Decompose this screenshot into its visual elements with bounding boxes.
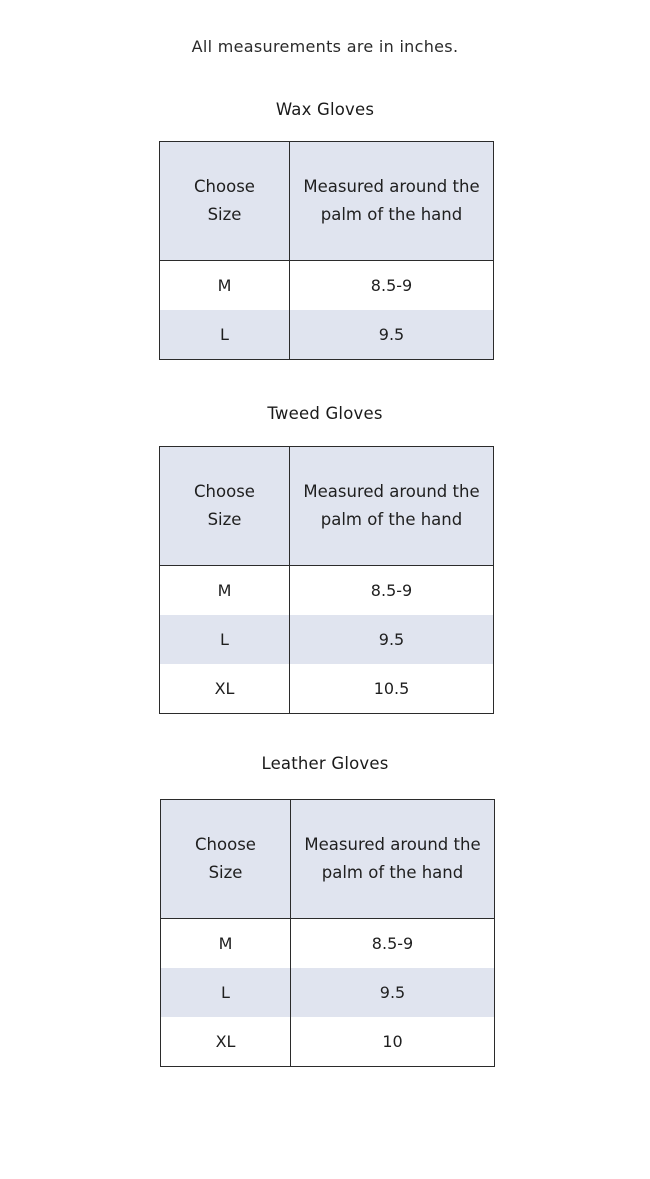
header-label: palm of the hand [320, 510, 463, 529]
section-title-leather-gloves: Leather Gloves [261, 754, 389, 773]
table-row [160, 261, 494, 311]
size-cell: XL [161, 1017, 291, 1067]
table-row [161, 919, 495, 969]
header-label: Measured around the [303, 482, 480, 501]
table-header-row [161, 800, 495, 919]
measure-cell: 9.5 [290, 615, 494, 664]
header-measurement [290, 142, 494, 261]
table-header-row [160, 447, 494, 566]
table-row [160, 310, 494, 360]
size-cell: M [160, 566, 290, 616]
measurement-note: All measurements are in inches. [191, 37, 459, 56]
header-choose-size [160, 447, 290, 566]
measure-cell: 9.5 [290, 310, 494, 360]
measure-cell: 8.5-9 [290, 261, 494, 311]
header-label: Choose [195, 835, 256, 854]
table-row [160, 664, 494, 714]
table-row [160, 615, 494, 664]
header-label: Choose [194, 177, 255, 196]
size-cell: L [161, 968, 291, 1017]
measure-cell: 10 [291, 1017, 495, 1067]
table-row [161, 968, 495, 1017]
size-table-wax-gloves [159, 141, 494, 360]
section-title-wax-gloves: Wax Gloves [275, 100, 375, 119]
table-header-row [160, 142, 494, 261]
measure-cell: 10.5 [290, 664, 494, 714]
header-label: palm of the hand [321, 863, 464, 882]
size-cell: M [160, 261, 290, 311]
header-label: Measured around the [304, 835, 481, 854]
header-label: Size [208, 863, 243, 882]
table-row [160, 566, 494, 616]
header-label: Choose [194, 482, 255, 501]
table-row [161, 1017, 495, 1067]
header-choose-size [161, 800, 291, 919]
measure-cell: 8.5-9 [290, 566, 494, 616]
size-cell: M [161, 919, 291, 969]
header-label: Measured around the [303, 177, 480, 196]
size-cell: L [160, 615, 290, 664]
header-measurement [290, 447, 494, 566]
section-title-tweed-gloves: Tweed Gloves [267, 404, 383, 423]
measure-cell: 8.5-9 [291, 919, 495, 969]
size-table-tweed-gloves [159, 446, 494, 714]
size-cell: L [160, 310, 290, 360]
size-cell: XL [160, 664, 290, 714]
header-label: Size [207, 510, 242, 529]
header-measurement [291, 800, 495, 919]
size-table-leather-gloves [160, 799, 495, 1067]
header-choose-size [160, 142, 290, 261]
measure-cell: 9.5 [291, 968, 495, 1017]
header-label: Size [207, 205, 242, 224]
header-label: palm of the hand [320, 205, 463, 224]
